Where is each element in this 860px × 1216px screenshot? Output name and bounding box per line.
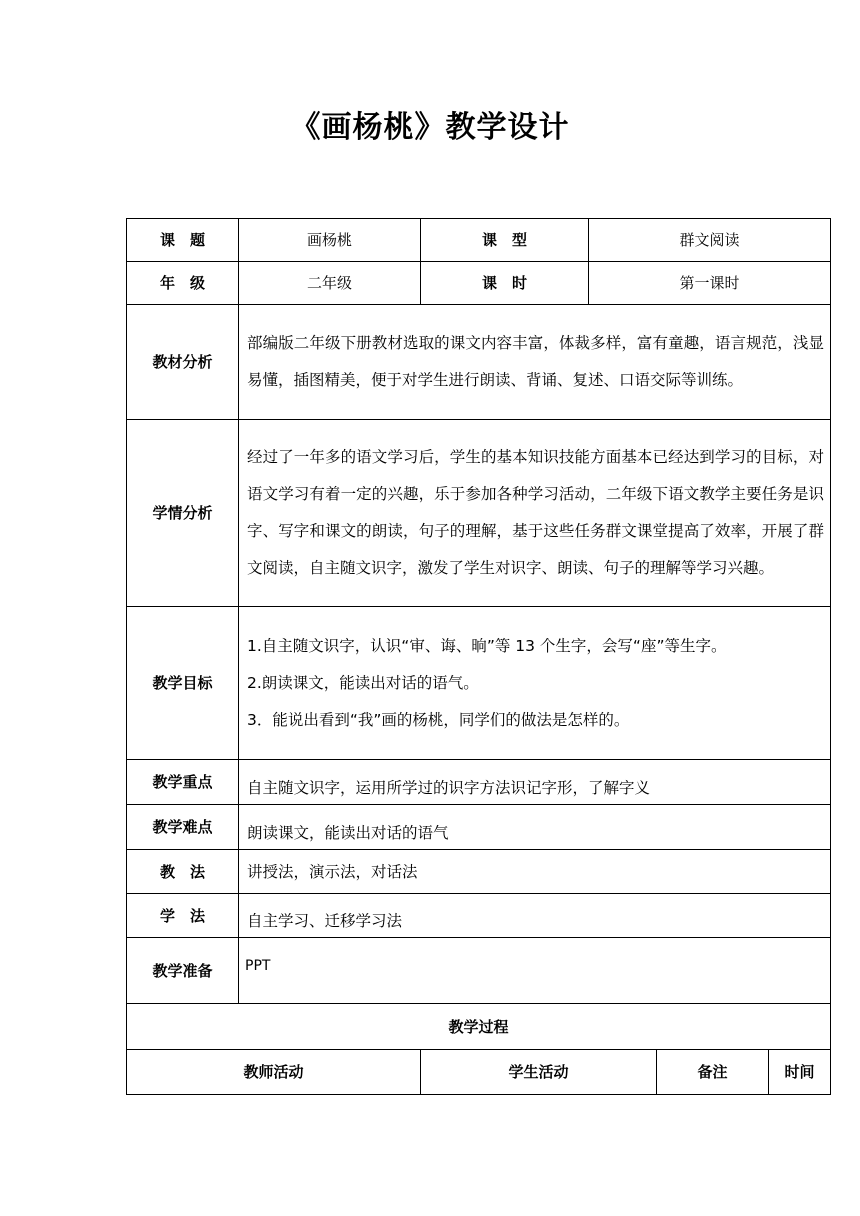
row-topic (127, 219, 831, 262)
topic-value: 画杨桃 (239, 219, 421, 262)
topic-label: 课 题 (127, 219, 239, 262)
prep-text: PPT (239, 938, 831, 1004)
key-text: 自主随文识字，运用所学过的识字方法识记字形，了解字义 (239, 760, 831, 805)
difficulty-text: 朗读课文，能读出对话的语气 (239, 805, 831, 850)
row-learning (127, 894, 831, 938)
key-label: 教学重点 (127, 760, 239, 805)
column-student-activity: 学生活动 (421, 1050, 657, 1095)
difficulty-label: 教学难点 (127, 805, 239, 850)
row-key (127, 760, 831, 805)
row-difficulty (127, 805, 831, 850)
student-label: 学情分析 (127, 420, 239, 607)
type-value: 群文阅读 (589, 219, 831, 262)
grade-value: 二年级 (239, 262, 421, 305)
goal-item-3: 3．能说出看到“我”画的杨桃，同学们的做法是怎样的。 (247, 710, 630, 729)
goal-item-2: 2.朗读课文，能读出对话的语气。 (247, 673, 479, 692)
grade-label: 年 级 (127, 262, 239, 305)
row-method (127, 850, 831, 894)
row-goals (127, 607, 831, 760)
material-label: 教材分析 (127, 305, 239, 420)
goal-item-1: 1.自主随文识字，认识“审、诲、晌”等 13 个生字，会写“座”等生字。 (247, 636, 727, 655)
row-process-columns (127, 1050, 831, 1095)
goals-list (239, 607, 831, 760)
period-value: 第一课时 (589, 262, 831, 305)
method-label: 教 法 (127, 850, 239, 894)
learning-label: 学 法 (127, 894, 239, 938)
prep-label: 教学准备 (127, 938, 239, 1004)
page-title: 《画杨桃》教学设计 (290, 110, 570, 145)
goals-label: 教学目标 (127, 607, 239, 760)
column-teacher-activity: 教师活动 (127, 1050, 421, 1095)
row-grade (127, 262, 831, 305)
material-text: 部编版二年级下册教材选取的课文内容丰富，体裁多样，富有童趣，语言规范，浅显易懂，插图精美，便于对学生进行朗读、背诵、复述、口语交际等训练。 (239, 305, 831, 420)
column-notes: 备注 (657, 1050, 769, 1095)
learning-text: 自主学习、迁移学习法 (239, 894, 831, 938)
row-student (127, 420, 831, 607)
period-label: 课 时 (421, 262, 589, 305)
process-header: 教学过程 (127, 1004, 831, 1050)
row-prep (127, 938, 831, 1004)
row-process-header (127, 1004, 831, 1050)
lesson-plan-table (126, 218, 831, 1095)
method-text: 讲授法，演示法，对话法 (239, 850, 831, 894)
column-time: 时间 (769, 1050, 831, 1095)
row-material (127, 305, 831, 420)
student-text: 经过了一年多的语文学习后，学生的基本知识技能方面基本已经达到学习的目标，对语文学习有着一定的兴趣，乐于参加各种学习活动，二年级下语文教学主要任务是识字、写字和课文的朗读，句子的理解，基于这些任务群文课堂提高了效率，开展了群文阅读，自主随文识字，激发了学生对识字、朗读、句子的理解等学习兴趣。 (239, 420, 831, 607)
type-label: 课 型 (421, 219, 589, 262)
